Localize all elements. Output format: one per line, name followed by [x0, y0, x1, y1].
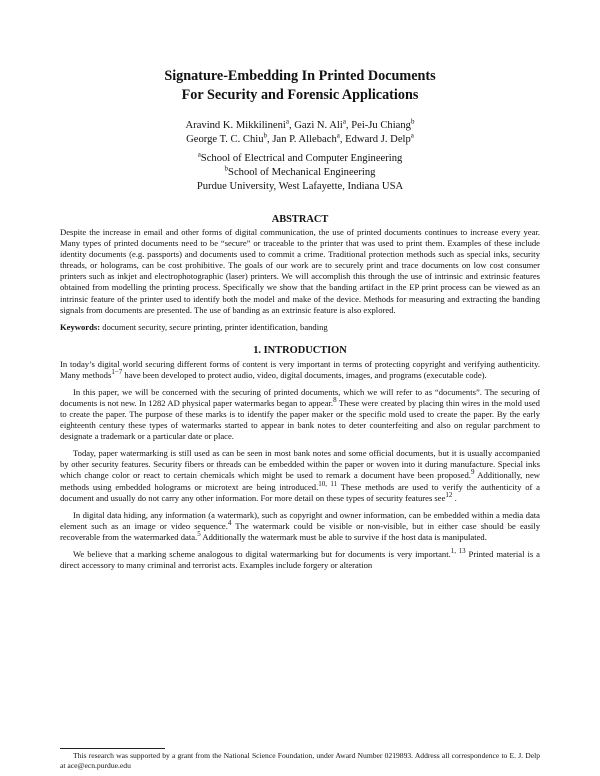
author-line: George T. C. Chiu$^b$, Jan P. Allebach$^a$, Edward J. Delp$^a$	[186, 131, 414, 145]
affiliation-text: Purdue University, West Lafayette, Indiana USA	[196, 181, 404, 192]
citation-ref: 4	[227, 518, 232, 527]
author-name: Jan P. Allebach	[272, 133, 337, 145]
author-name: Pei-Ju Chiang	[351, 120, 411, 131]
affiliation-line	[60, 152, 540, 166]
footnote-rule	[60, 748, 165, 749]
intro-paragraph: Today, paper watermarking is still used as can be seen in most bank notes and some official documents, but it is usually accompanied by other security features. Security fibers or threads can be embedded within the paper or woven into it during manufacture. Special inks which change color or react to certain chemicals which might be used to remark a document have been proposed.$^9$ Additionally, new methods using embedded holograms or microtext are being introduced.$^{10, 11}$ These methods are used to verify the authenticity of a document and usually do not carry any other information. For more detail on these types of security features see$^{12}$ .	[60, 448, 540, 503]
citation-ref: 5	[197, 529, 201, 538]
keywords-label: Keywords:	[60, 322, 101, 332]
affiliation-line	[60, 180, 540, 194]
intro-paragraph: In this paper, we will be concerned with the securing of printed documents, which we will refer to as “documents”. The securing of documents is not new. In 1282 AD physical paper watermarks began to appear.$^8$ These were created by placing thin wires in the mold used to create the paper. The purpose of these marks is to identify the paper maker or the specific mold used to create the paper. By the early eighteenth century these types of watermarks started to appear in bank notes to deter counterfeiting and also on regular parchment to designate a trademark or a particular date or place.	[60, 386, 540, 442]
author-name: Edward J. Delp	[345, 133, 411, 145]
citation-ref: 12	[445, 490, 453, 499]
intro-paragraph: In digital data hiding, any information (a watermark), such as copyright and owner information, can be embedded within a media data element such as an image or video sequence.$^4$ The watermark could be visible or non-visible, but in either case should be easily recoverable from the watermarked data.$^5$ Additionally the watermark must be able to survive if the host data is manipulated.	[60, 509, 540, 542]
affiliation-text: School of Electrical and Computer Engineering	[200, 153, 403, 164]
keywords-text: document security, secure printing, printer identification, banding	[102, 322, 328, 332]
abstract-heading: ABSTRACT	[271, 214, 329, 225]
intro-paragraph: In today’s digital world securing different forms of content is very important in terms of protecting copyright and verifying authenticity. Many methods$^{1-7}$ have been developed to protect audio, video, digital documents, images, and programs (executable code).	[60, 359, 540, 381]
affiliation-text: School of Mechanical Engineering	[228, 167, 376, 178]
author-name: George T. C. Chiu	[186, 133, 264, 145]
keywords	[60, 322, 540, 333]
citation-ref: 1−7	[111, 368, 123, 377]
affiliation-mark: a	[197, 150, 201, 159]
affiliation-mark: b	[224, 164, 229, 173]
abstract-body: Despite the increase in email and other forms of digital communication, the use of printed documents continues to increase every year. Many types of printed documents need to be “secure” or traceable to the printer that was used to print them. Examples of these include identity documents (e.g. passports) and documents used to commit a crime. Traditional protection methods such as special inks, security threads, or holograms, can be cost prohibitive. The goals of our work are to securely print and trace documents on low cost consumer printers such as inkjet and electrophotographic (laser) printers. We will accomplish this through the use of intrinsic and extrinsic features obtained from modelling the printing process. Specifically we show that the banding artifact in the EP print process can be viewed as an intrinsic feature of the printer used to identify both the model and make of the device. Methods for measuring and extracting the banding signals from documents are presented. The use of banding as an extrinsic feature is also explored.	[60, 227, 540, 315]
author-name: Aravind K. Mikkilineni	[185, 120, 286, 131]
citation-ref: 10, 11	[318, 479, 338, 488]
citation-ref: 1, 13	[450, 546, 466, 555]
affiliation-mark: a	[336, 131, 340, 140]
intro-paragraph: We believe that a marking scheme analogous to digital watermarking but for documents is very important.$^{1, 13}$ Printed material is a direct accessory to many criminal and terrorist acts. Examples include forgery or alteration	[60, 546, 540, 570]
footnote: This research was supported by a grant from the National Science Foundation, under Award Number 0219893. Address all correspondence to E. J. Delp at ace@ecn.purdue.edu	[60, 751, 540, 770]
title-line: For Security and Forensic Applications	[181, 87, 419, 103]
introduction-heading: 1. INTRODUCTION	[253, 345, 347, 356]
citation-ref: 9	[470, 468, 475, 477]
affiliation-line	[60, 166, 540, 180]
citation-ref: 8	[333, 396, 337, 405]
affiliation-mark: b	[263, 131, 268, 140]
title-line: Signature-Embedding In Printed Documents	[164, 68, 436, 84]
affiliation-mark: b	[410, 117, 415, 126]
affiliations	[60, 152, 540, 194]
affiliation-mark: a	[410, 131, 414, 140]
author-name: Gazi N. Ali	[294, 120, 343, 131]
affiliation-mark: a	[285, 117, 289, 126]
author-line: Aravind K. Mikkilineni$^a$, Gazi N. Ali$^a$, Pei-Ju Chiang$^b$	[185, 117, 415, 131]
affiliation-mark: a	[342, 117, 346, 126]
author-list	[60, 119, 540, 147]
paper-title	[60, 67, 540, 105]
introduction-body	[60, 359, 540, 577]
